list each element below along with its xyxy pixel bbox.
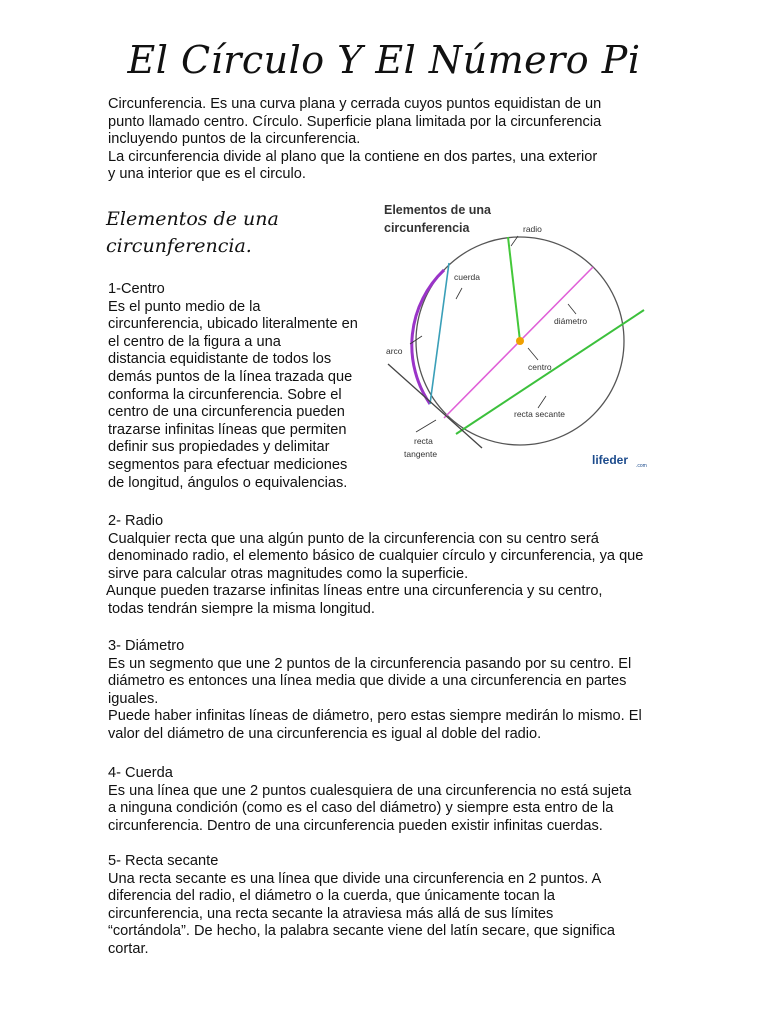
section-cuerda <box>108 765 631 835</box>
arrow-secante <box>538 396 546 408</box>
figure-title-line: Elementos de una <box>384 203 491 217</box>
section-centro <box>108 281 358 492</box>
intro-line: y una interior que es el circulo. <box>108 166 306 183</box>
intro-line: La circunferencia divide al plano que la contiene en dos partes, una exterior <box>108 148 598 165</box>
center-point <box>516 337 524 345</box>
section-line: demás puntos de la línea trazada que <box>108 368 353 385</box>
section-line: distancia equidistante de todos los <box>108 351 332 368</box>
elements-subheading <box>106 206 279 260</box>
label-radio: radio <box>523 224 542 234</box>
section-line: a ninguna condición (como es el caso del diámetro) y siempre esta entro de la <box>108 800 614 817</box>
section-line: definir sus propiedades y delimitar <box>108 439 330 456</box>
section-line: diámetro es entonces una línea media que divide a una circunferencia en partes <box>108 673 627 690</box>
subheading-line: circunferencia. <box>106 235 252 257</box>
section-heading: 5- Recta secante <box>108 853 219 869</box>
section-line: centro de una circunferencia pueden <box>108 404 345 421</box>
section-line: todas tendrán siempre la misma longitud. <box>108 600 375 617</box>
intro-line: punto llamado centro. Círculo. Superficie plana limitada por la circunferencia <box>108 113 602 130</box>
circle-elements-figure <box>378 196 678 476</box>
section-line: Aunque pueden trazarse infinitas líneas entre una circunferencia y su centro, <box>106 583 603 600</box>
section-line: circunferencia. Dentro de una circunferencia pueden existir infinitas cuerdas. <box>108 817 603 834</box>
intro-line: incluyendo puntos de la circunferencia. <box>108 131 361 148</box>
section-heading: 2- Radio <box>108 513 164 529</box>
section-radio <box>108 513 643 619</box>
label-tangente: tangente <box>404 449 438 459</box>
intro-paragraph <box>108 96 601 184</box>
section-heading: 1-Centro <box>108 281 165 297</box>
section-line: “cortándola”. De hecho, la palabra secante viene del latín secare, que significa <box>108 923 616 940</box>
label-centro: centro <box>528 362 552 372</box>
subheading-line: Elementos de una <box>106 208 279 230</box>
lifeder-logo-sub: .com <box>636 463 647 469</box>
section-line: segmentos para efectuar mediciones <box>108 456 348 473</box>
section-line: denominado radio, el elemento básico de cualquier círculo y circunferencia, ya que <box>108 548 644 565</box>
arrow-tangente <box>416 420 436 432</box>
lifeder-logo: lifeder <box>592 453 629 467</box>
tangent-line <box>388 364 482 448</box>
arrow-diametro <box>568 304 576 314</box>
label-secante: recta secante <box>514 409 566 419</box>
section-line: conforma la circunferencia. Sobre el <box>108 386 342 403</box>
page-title: El Círculo Y El Número Pi <box>127 38 641 82</box>
section-line: el centro de la figura a una <box>108 333 281 350</box>
section-line: de longitud, ángulos o equivalencias. <box>108 474 348 491</box>
section-secante <box>108 853 615 959</box>
arrow-centro <box>528 348 538 360</box>
section-heading: 3- Diámetro <box>108 638 185 654</box>
section-line: Es un segmento que une 2 puntos de la circunferencia pasando por su centro. El <box>108 655 632 672</box>
section-line: circunferencia, ubicado literalmente en <box>108 316 358 333</box>
section-heading: 4- Cuerda <box>108 765 173 781</box>
label-tangente: recta <box>414 436 433 446</box>
label-arco: arco <box>386 346 403 356</box>
intro-line: Circunferencia. Es una curva plana y cerrada cuyos puntos equidistan de un <box>108 96 602 112</box>
section-line: iguales. <box>108 690 159 707</box>
arrow-cuerda <box>456 288 462 299</box>
section-line: sirve para calcular otras magnitudes como la superficie. <box>108 565 469 582</box>
section-line: circunferencia, una recta secante la atraviesa más allá de sus límites <box>108 905 554 922</box>
section-line: Puede haber infinitas líneas de diámetro, pero estas siempre medirán lo mismo. El <box>108 708 642 725</box>
section-line: Es el punto medio de la <box>108 298 261 315</box>
section-line: valor del diámetro de una circunferencia es igual al doble del radio. <box>108 725 542 742</box>
label-diametro: diámetro <box>554 316 588 326</box>
radius-line <box>508 237 520 341</box>
section-line: trazarse infinitas líneas que permiten <box>108 421 347 438</box>
section-line: Una recta secante es una línea que divide una circunferencia en 2 puntos. A <box>108 870 602 887</box>
section-diametro <box>108 638 642 744</box>
section-line: diferencia del radio, el diámetro o la cuerda, que únicamente tocan la <box>108 888 556 905</box>
section-line: cortar. <box>108 940 149 957</box>
label-cuerda: cuerda <box>454 272 480 282</box>
figure-title-line: circunferencia <box>384 221 470 235</box>
section-line: Cualquier recta que una algún punto de la circunferencia con su centro será <box>108 530 599 547</box>
section-line: Es una línea que une 2 puntos cualesquiera de una circunferencia no está sujeta <box>108 782 632 799</box>
